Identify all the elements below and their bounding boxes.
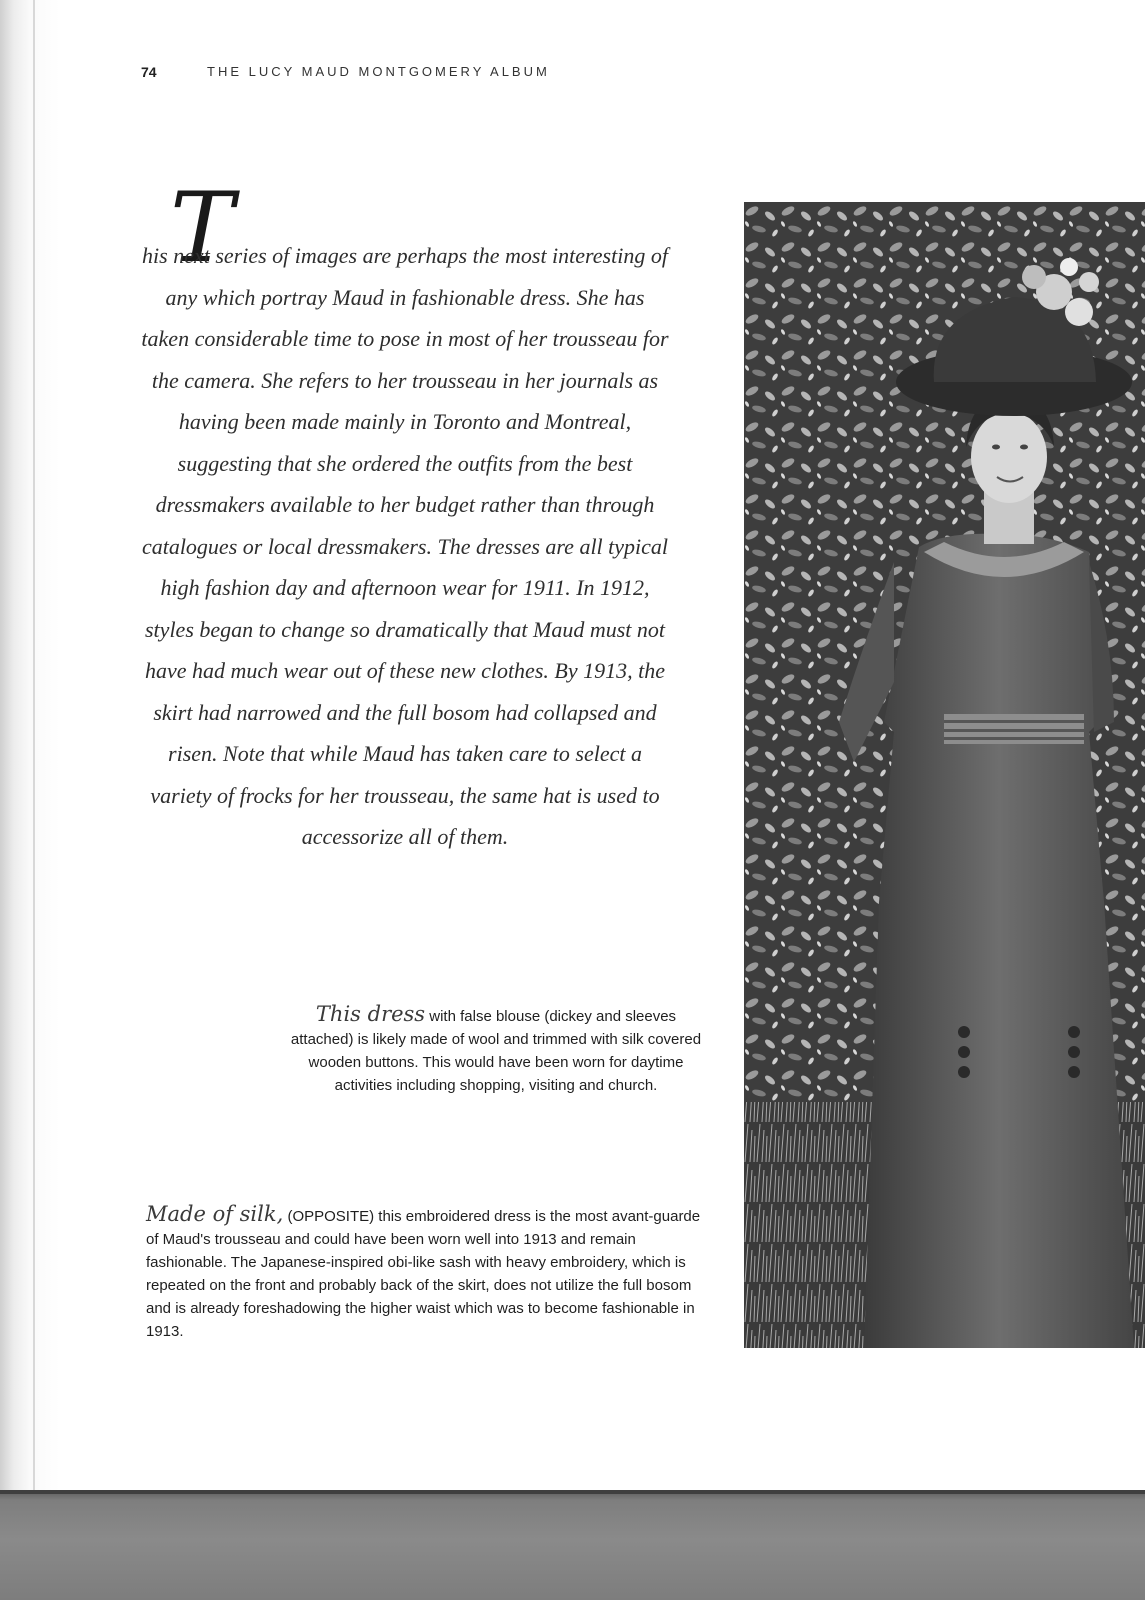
caption-text: with false blouse (dickey and sleeves attached) is likely made of wool and trimmed with silk covered wooden buttons. This would have been worn for daytime activities including shopping, visiting and church. <box>290 1008 702 1094</box>
woman-in-hat-and-dress-photo <box>744 202 1145 1348</box>
caption-this-dress <box>290 1003 702 1097</box>
drop-cap: T <box>170 172 235 284</box>
intro-paragraph <box>140 235 670 858</box>
caption-lead: This dress <box>315 1002 426 1026</box>
running-head: THE LUCY MAUD MONTGOMERY ALBUM <box>207 64 550 79</box>
photo-illustration <box>744 202 1145 1348</box>
caption-text: (OPPOSITE) this embroidered dress is the most avant-guarde of Maud's trousseau and could have been worn well into 1913 and remain fashionable. The Japanese-inspired obi-like sash with heavy embroidery, which is repeated on the front and probably back of the skirt, does not utilize the full bosom and is already foreshadowing the higher waist which was to become fashionable in 1913. <box>146 1208 701 1340</box>
caption-made-of-silk <box>146 1203 706 1343</box>
gutter-shadow <box>33 0 35 1490</box>
caption-lead: Made of silk, <box>146 1202 284 1226</box>
scanner-edge-band <box>0 1490 1145 1600</box>
intro-text: his next series of images are perhaps the most interesting of any which portray Maud in fashionable dress. She has taken considerable time to pose in most of her trousseau for the camera. She refers to her trousseau in her journals as having been made mainly in Toronto and Montreal, suggesting that she ordered the outfits from the best dressmakers available to her budget rather than through catalogues or local dressmakers. The dresses are all typical high fashion day and afternoon wear for 1911. In 1912, styles began to change so dramatically that Maud must not have had much wear out of these new clothes. By 1913, the skirt had narrowed and the full bosom had collapsed and risen. Note that while Maud has taken care to select a variety of frocks for her trousseau, the same hat is used to accessorize all of them. <box>141 243 669 849</box>
page-number: 74 <box>141 64 157 80</box>
scanner-edge-line <box>0 1490 1145 1494</box>
